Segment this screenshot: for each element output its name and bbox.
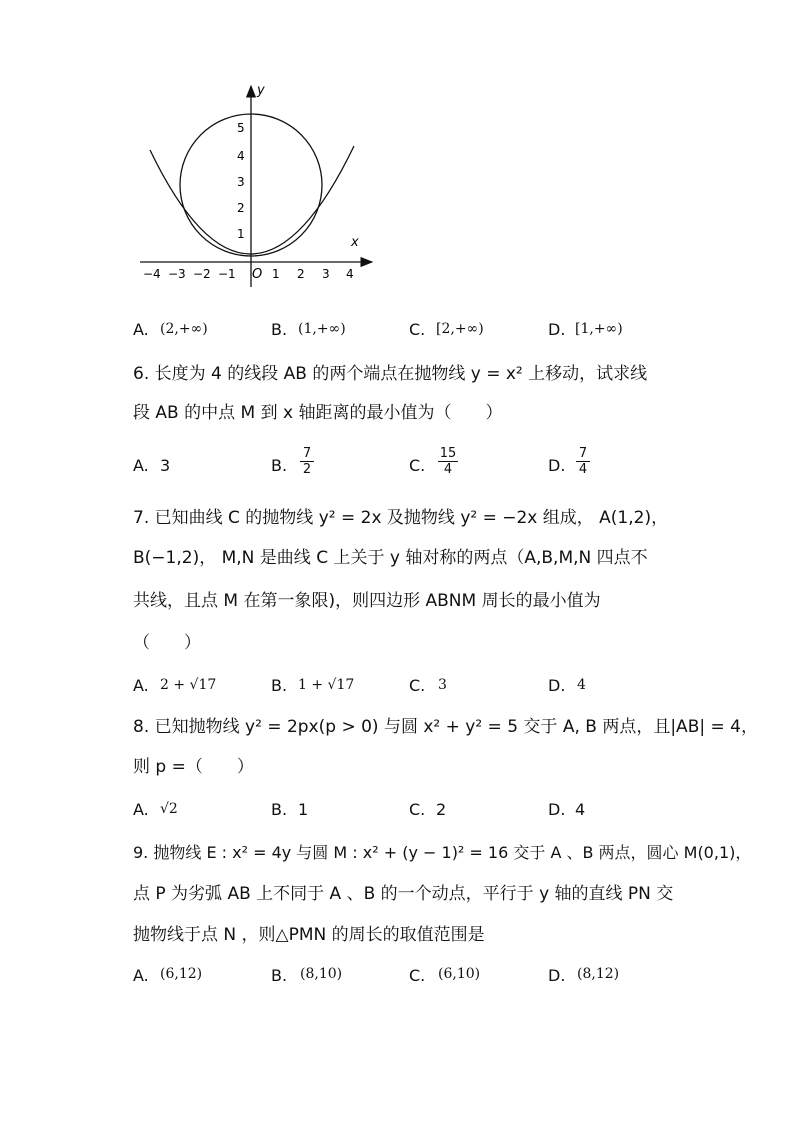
- y-tick-label: 3: [237, 175, 245, 189]
- option-d-value: 4: [577, 677, 586, 693]
- question-9-line-2: 点 P 为劣弧 AB 上不同于 A 、B 的一个动点，平行于 y 轴的直线 PN 交: [133, 884, 674, 904]
- option-c-label: C.: [409, 456, 426, 475]
- option-a-label: A.: [133, 966, 149, 985]
- option-b-fraction: [300, 446, 314, 477]
- option-c-value: 2: [436, 800, 447, 819]
- option-a-value: 3: [160, 456, 171, 475]
- x-tick-label: −3: [168, 267, 186, 281]
- parabola-circle-figure: [120, 78, 390, 298]
- option-b-label: B.: [271, 676, 288, 695]
- x-tick-label: 1: [272, 267, 280, 281]
- x-tick-label: −4: [143, 267, 161, 281]
- option-a-label: A.: [133, 800, 149, 819]
- x-axis-label: x: [351, 235, 359, 250]
- option-a-label: A.: [133, 320, 149, 339]
- fraction-numerator: 7: [578, 446, 588, 461]
- y-tick-label: 4: [237, 149, 245, 163]
- question-9-line-1: 9. 抛物线 E : x² = 4y 与圆 M : x² + (y − 1)² = 16 交于 A 、B 两点，圆心 M(0,1)，: [133, 843, 752, 862]
- y-tick-label: 2: [237, 201, 245, 215]
- fraction-numerator: 15: [439, 446, 457, 461]
- option-b-value: 1: [298, 800, 309, 819]
- option-d-label: D.: [548, 676, 566, 695]
- option-d-label: D.: [548, 320, 566, 339]
- option-d-value: [1,+∞): [575, 321, 623, 337]
- x-tick-label: −1: [218, 267, 236, 281]
- option-c-label: C.: [409, 676, 426, 695]
- fraction-numerator: 7: [302, 446, 312, 461]
- option-b-label: B.: [271, 320, 288, 339]
- question-6-line-1: 6. 长度为 4 的线段 AB 的两个端点在抛物线 y = x² 上移动，试求线: [133, 364, 648, 384]
- option-c-value: 3: [438, 677, 447, 693]
- option-d-value: (8,12): [577, 966, 620, 982]
- x-tick-label: 4: [346, 267, 354, 281]
- option-a-label: A.: [133, 456, 149, 475]
- question-7-line-4: （ ）: [133, 633, 201, 653]
- option-d-fraction: [576, 446, 590, 477]
- option-c-label: C.: [409, 800, 426, 819]
- y-tick-label: 1: [237, 227, 245, 241]
- question-8-line-1: 8. 已知抛物线 y² = 2px(p > 0) 与圆 x² + y² = 5 交于 A, B 两点，且|AB| = 4，: [133, 717, 758, 737]
- question-8-line-2: 则 p =（ ）: [133, 757, 254, 777]
- option-a-label: A.: [133, 676, 149, 695]
- fraction-denominator: 4: [576, 461, 590, 477]
- parabola-curve: [150, 146, 354, 254]
- origin-label: O: [252, 267, 263, 282]
- option-a-value: √2: [160, 801, 178, 817]
- option-b-value: 1 + √17: [298, 677, 355, 693]
- question-7-line-1: 7. 已知曲线 C 的抛物线 y² = 2x 及抛物线 y² = −2x 组成， A(1,2)，: [133, 508, 669, 528]
- y-axis-label: y: [257, 83, 265, 98]
- option-b-label: B.: [271, 456, 288, 475]
- option-b-label: B.: [271, 800, 288, 819]
- option-c-label: C.: [409, 966, 426, 985]
- option-a-value: 2 + √17: [160, 677, 217, 693]
- option-d-label: D.: [548, 456, 566, 475]
- question-6-line-2: 段 AB 的中点 M 到 x 轴距离的最小值为（ ）: [133, 403, 503, 423]
- question-9-line-3: 抛物线于点 N ，则△PMN 的周长的取值范围是: [133, 925, 485, 945]
- option-c-value: (6,10): [438, 966, 481, 982]
- option-d-label: D.: [548, 966, 566, 985]
- option-b-value: (8,10): [300, 966, 343, 982]
- option-b-value: (1,+∞): [298, 321, 346, 337]
- question-7-line-2: B(−1,2)， M,N 是曲线 C 上关于 y 轴对称的两点（A,B,M,N 四点不: [133, 548, 648, 568]
- x-tick-label: 3: [322, 267, 330, 281]
- fraction-denominator: 4: [438, 461, 458, 477]
- option-c-fraction: [438, 446, 458, 477]
- option-c-label: C.: [409, 320, 426, 339]
- y-tick-label: 5: [237, 121, 245, 135]
- x-tick-label: 2: [297, 267, 305, 281]
- option-a-value: (6,12): [160, 966, 203, 982]
- option-d-label: D.: [548, 800, 566, 819]
- option-c-value: [2,+∞): [436, 321, 484, 337]
- option-d-value: 4: [575, 800, 586, 819]
- option-b-label: B.: [271, 966, 288, 985]
- option-a-value: (2,+∞): [160, 321, 208, 337]
- fraction-denominator: 2: [300, 461, 314, 477]
- question-7-line-3: 共线，且点 M 在第一象限)，则四边形 ABNM 周长的最小值为: [133, 591, 601, 611]
- x-tick-label: −2: [193, 267, 211, 281]
